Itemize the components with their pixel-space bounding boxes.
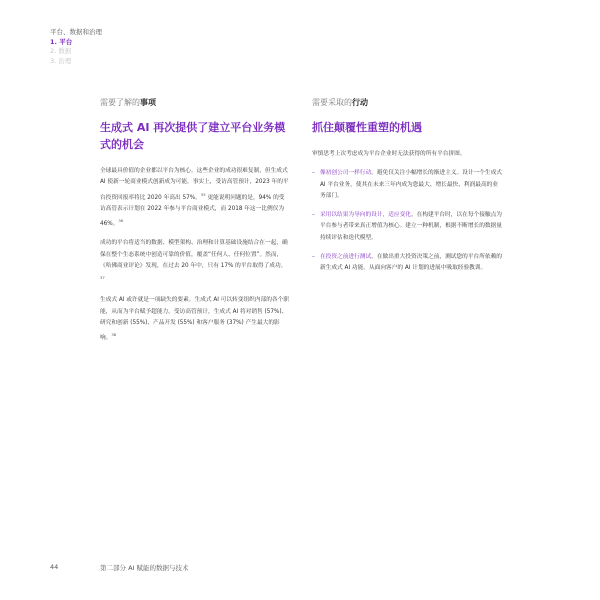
what-to-know-column	[100, 97, 290, 352]
paragraph-text: 生成式 AI 或许就是一项缺失的要素。生成式 AI 可以转变组织内部的各个职能，从而为平台赋予超能力。受访高管预计，生成式 AI 将对销售 (57%)、研究和创新 (55%)、产品开发 (55%) 和客户服务 (37%) 产生最大的影响。	[100, 297, 289, 342]
left-kicker-prefix: 需要了解的	[100, 98, 140, 107]
bullet-text: 。避免仅关注小幅增长的渐进主义。设计一个生成式 AI 平台业务，使其在未来三年内成为您最大、增长最快、利润最高的业务部门。	[320, 170, 502, 199]
page-number: 44	[50, 563, 59, 571]
list-item	[312, 252, 502, 275]
footnote-ref: 36	[118, 218, 124, 224]
footnote-ref: 37	[100, 275, 105, 281]
left-kicker-bold: 事项	[140, 98, 156, 107]
left-paragraph-3	[100, 295, 290, 344]
paragraph-text: 全球最具价值的企业都以平台为核心。这些企业的成功很难复制，但生成式 AI 使新一轮商业模式创新成为可能。事实上，受访高管预计，2023 年的平台投资回报率将比 2020 年高出 57%。	[100, 168, 289, 201]
bullet-lead: 在投资之前进行测试	[320, 254, 372, 261]
right-kicker-prefix: 需要采取的	[312, 98, 352, 107]
right-kicker	[312, 97, 502, 109]
dash-bullet-icon: –	[312, 254, 315, 261]
left-paragraph-2	[100, 238, 290, 287]
paragraph-text-cont: 更能说明问题的是，94% 的受访高管表示计划在 2022 年参与平台商业模式，而 2018 年这一比例仅为 46%。	[100, 194, 285, 227]
bullet-lead: 像初创公司一样行动	[320, 170, 372, 177]
list-item	[312, 210, 502, 244]
dash-bullet-icon: –	[312, 212, 315, 219]
nav-section-title: 平台、数据和治理	[50, 28, 102, 36]
footnote-ref: 38	[111, 332, 117, 338]
dash-bullet-icon: –	[312, 170, 315, 177]
section-nav	[50, 28, 102, 66]
right-kicker-bold: 行动	[352, 98, 368, 107]
list-item	[312, 168, 502, 202]
what-to-do-column	[312, 97, 502, 283]
right-title: 抓住颠覆性重塑的机遇	[312, 121, 422, 134]
left-title: 生成式 AI 再次提供了建立平台业务模式的机会	[100, 121, 286, 151]
bullet-text: 。在构建平台时，以在每个接触点为平台参与者带来真正增值为核心。建立一种机制，根据不断增长的数据量持续评估和迭代模型。	[320, 212, 502, 241]
right-intro: 审慎思考上次考虑成为平台企业时无法获得的所有平台拼图。	[312, 151, 466, 157]
footer-section-title: 第二部分 AI 赋能的数据与技术	[100, 564, 189, 572]
bullet-text: 。在做出重大投资决策之前，测试您的平台所依赖的新生成式 AI 功能。从面向客户的 AI 计划的进展中吸取经验教训。	[320, 254, 502, 272]
nav-item-platform[interactable]: 1. 平台	[50, 37, 73, 46]
left-paragraph-1	[100, 166, 290, 230]
nav-item-governance[interactable]: 3. 治理	[50, 56, 72, 65]
bullet-lead: 采用以结果为导向的设计，适应变化	[320, 212, 411, 219]
action-list	[312, 168, 502, 274]
paragraph-text: 成功的平台将适当的数据、模型架构、治理和计算基础设施结合在一起，确保在整个生态系统中创造可靠的价值，覆盖“任何人、任何位置”。然而，《哈佛商业评论》发现，在过去 20 年中，只有 17% 的平台取得了成功。	[100, 240, 288, 269]
footnote-ref: 35	[200, 191, 206, 197]
nav-item-data[interactable]: 2. 数据	[50, 47, 72, 55]
left-kicker	[100, 97, 290, 109]
